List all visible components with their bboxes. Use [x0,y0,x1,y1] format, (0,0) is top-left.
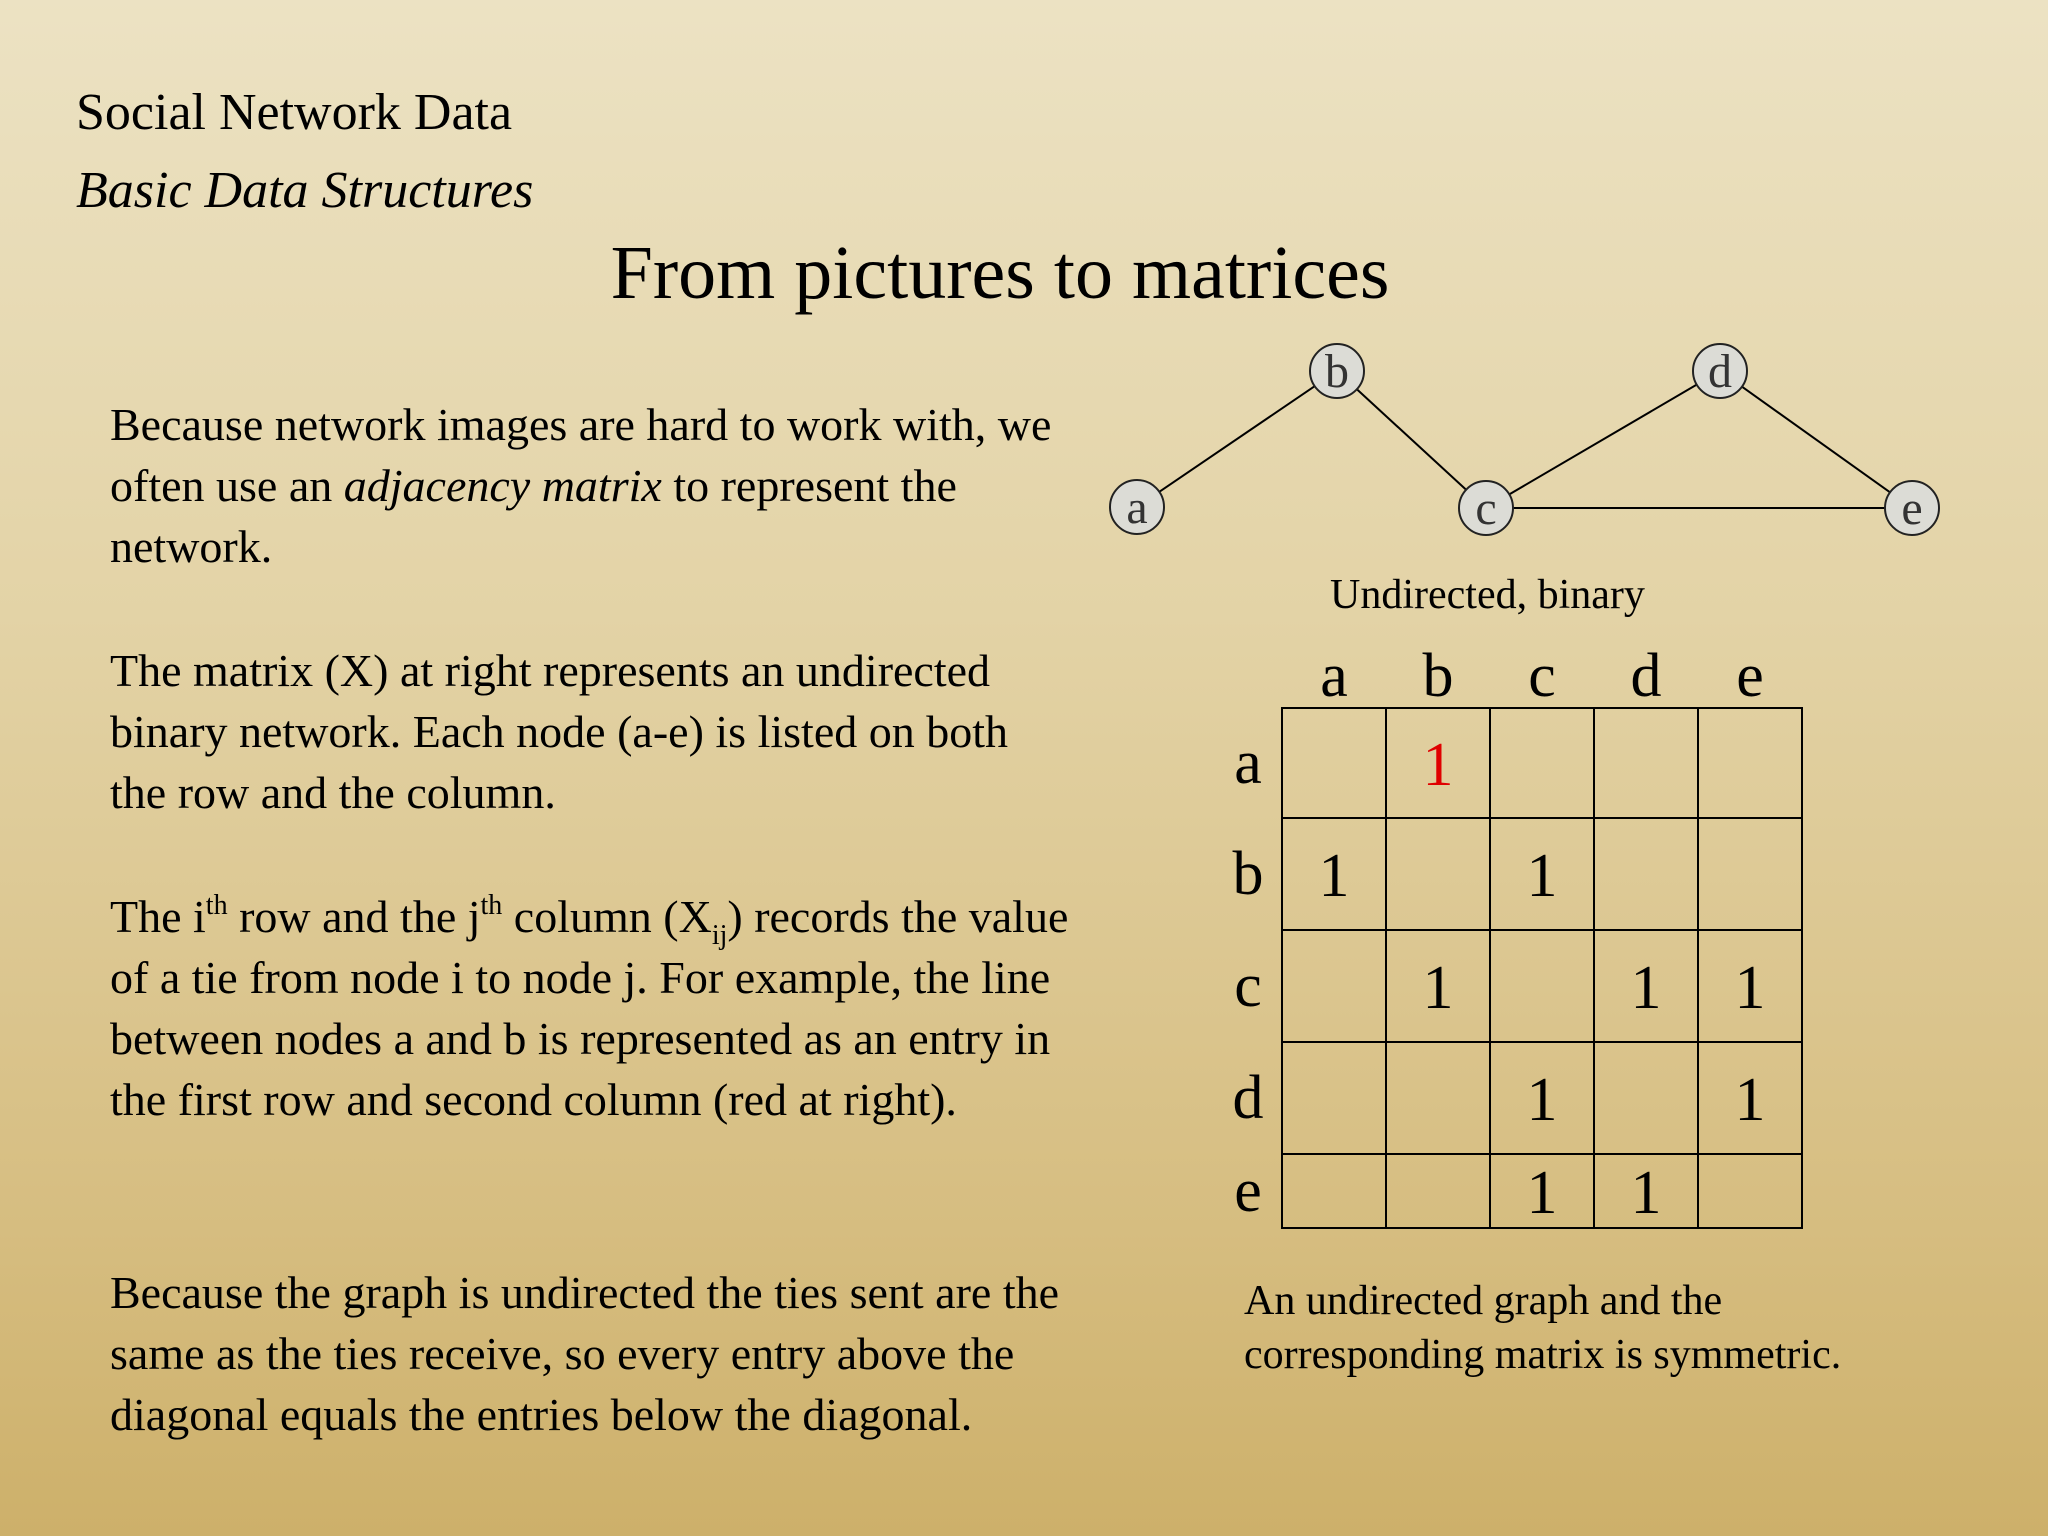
matrix-row-header-c: c [1234,952,1262,1020]
matrix-col-header-a: a [1320,642,1348,710]
graph-edge-a-b [1159,386,1314,492]
matrix-cell-a-b: 1 [1422,731,1454,799]
slide-title: From pictures to matrices [610,231,1390,315]
paragraph-intro [110,394,1070,577]
matrix-cell-c-d: 1 [1630,954,1662,1022]
paragraph-entry-text-3: column (X [502,891,712,942]
matrix-cell-b-c: 1 [1526,842,1558,910]
matrix-caption [1244,1274,1841,1382]
graph-edge-d-e [1742,387,1890,493]
matrix-col-header-e: e [1736,642,1764,710]
matrix-row-header-d: d [1232,1064,1264,1132]
matrix-col-header-b: b [1422,642,1454,710]
paragraph-symmetry: Because the graph is undirected the ties sent are the same as the ties receive, so every entry above the diagonal equals the entries below the diagonal. [110,1267,1060,1440]
graph-node-label-c: c [1475,482,1497,535]
paragraph-intro-emphasis: adjacency matrix [343,460,662,511]
header-subtitle: Basic Data Structures [76,162,534,219]
matrix-caption-line-2: corresponding matrix is symmetric. [1244,1332,1842,1378]
matrix-col-header-c: c [1528,642,1556,710]
paragraph-matrix: The matrix (X) at right represents an undirected binary network. Each node (a-e) is listed on both the row and the column. [110,645,1009,818]
matrix-col-header-d: d [1630,642,1662,710]
paragraph-intro-text-2: to represent the network. [110,460,957,572]
graph-node-label-b: b [1325,345,1349,398]
subscript-ij: ij [711,920,728,951]
matrix-cell-b-a: 1 [1318,842,1350,910]
matrix-cell-d-c: 1 [1526,1066,1558,1134]
matrix-row-header-a: a [1234,729,1262,797]
paragraph-intro-text-1: Because network images are hard to work with, we often use an [110,399,1052,511]
matrix-cell-c-e: 1 [1734,954,1766,1022]
paragraph-entry-text-2: row and the j [227,891,481,942]
matrix-border [1282,708,1802,1228]
matrix-row-header-b: b [1232,840,1264,908]
network-graph [1090,325,1990,545]
superscript-th-i: th [205,890,228,921]
matrix-cell-e-c: 1 [1526,1159,1558,1227]
paragraph-entry-text-4: ) records the value of a tie from node i to node j. For example, the line between nodes a and b is represented as an entry in the first row and second column (red at right). [110,891,1069,1125]
matrix-cell-d-e: 1 [1734,1066,1766,1134]
graph-node-label-e: e [1901,482,1923,535]
matrix-cell-e-d: 1 [1630,1159,1662,1227]
matrix-cell-c-b: 1 [1422,954,1454,1022]
paragraph-entry [110,886,1070,1130]
header-title: Social Network Data [76,84,513,141]
superscript-th-j: th [480,890,503,921]
graph-node-label-a: a [1126,481,1148,534]
graph-node-label-d: d [1708,345,1732,398]
graph-edge-c-d [1509,385,1696,495]
graph-edge-b-c [1357,389,1466,489]
paragraph-entry-text-1: The i [110,891,206,942]
matrix-row-header-e: e [1234,1157,1262,1225]
graph-caption: Undirected, binary [1330,572,1645,618]
matrix-caption-line-1: An undirected graph and the [1244,1278,1723,1324]
adjacency-matrix [1200,630,1820,1230]
